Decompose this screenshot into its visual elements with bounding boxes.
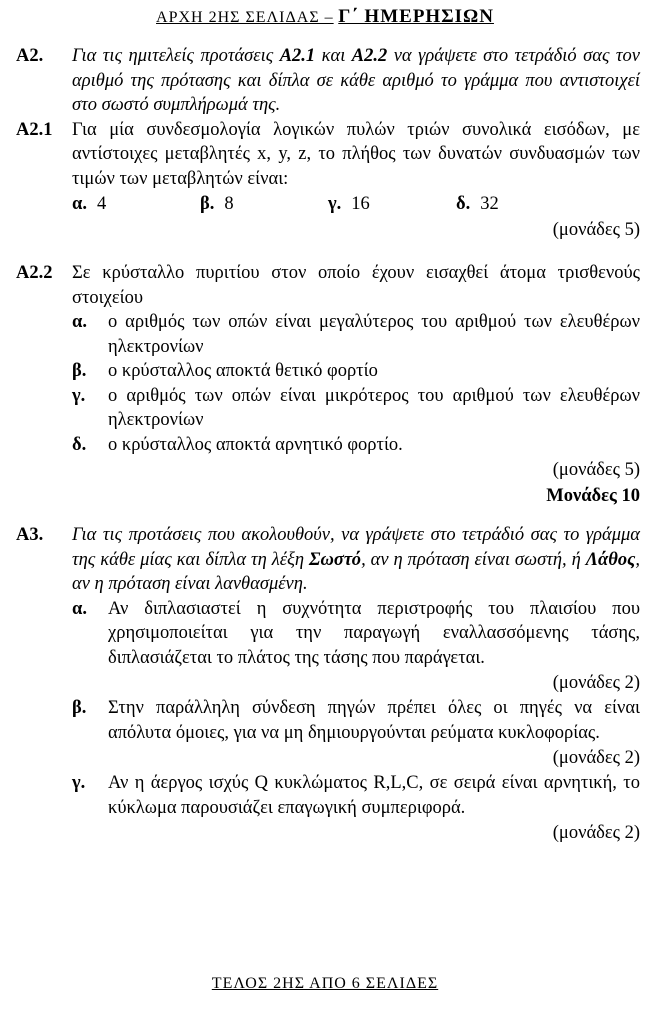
- page-footer: [0, 975, 650, 993]
- header-class-label: Γ΄ ΗΜΕΡΗΣΙΩΝ: [338, 6, 494, 27]
- text-part: Για τις ημιτελείς προτάσεις: [72, 46, 274, 66]
- option-a: [72, 310, 640, 359]
- option-b: [200, 191, 328, 217]
- item-text: Στην παράλληλη σύνδεση πηγών πρέπει όλες οι πηγές να είναι απόλυτα όμοιες, για να μη δημιουργούνται ρεύματα κυκλοφορίας.: [108, 698, 640, 743]
- item-letter: β.: [72, 698, 87, 718]
- option-text: ο αριθμός των οπών είναι μεγαλύτερος του αριθμού των ελευθέρων ηλεκτρονίων: [108, 312, 640, 357]
- question-a3: [16, 523, 640, 846]
- option-text: ο κρύσταλλος αποκτά αρνητικό φορτίο.: [108, 434, 403, 455]
- question-stem: Για μία συνδεσμολογία λογικών πυλών τριών συνολικά εισόδων, με αντίστοιχες μεταβλητές x, y, z, το πλήθος των δυνατών συνδυασμών των τιμών των μεταβλητών είναι:: [72, 119, 640, 189]
- ref-a22: Α2.2: [351, 46, 388, 66]
- question-a21: [16, 118, 640, 218]
- options-row: [72, 191, 640, 217]
- option-letter: β.: [200, 194, 215, 214]
- option-text: ο αριθμός των οπών είναι μικρότερος του αριθμού των ελευθέρων ηλεκτρονίων: [108, 385, 640, 430]
- option-letter: β.: [72, 361, 87, 381]
- question-text: [72, 523, 640, 846]
- option-c: [72, 384, 640, 433]
- exam-content: [16, 44, 640, 846]
- item-letter: α.: [72, 598, 87, 619]
- footer-text: ΤΕΛΟΣ 2ΗΣ ΑΠΟ 6 ΣΕΛΙΔΕΣ: [211, 975, 439, 992]
- item-c: [72, 771, 640, 820]
- option-letter: δ.: [72, 434, 87, 455]
- question-stem: Σε κρύσταλλο πυριτίου στον οποίο έχουν εισαχθεί άτομα τρισθενούς στοιχείου: [72, 263, 640, 308]
- question-text: [72, 44, 640, 118]
- question-a2: [16, 44, 640, 118]
- option-b: [72, 359, 640, 384]
- option-a: [72, 191, 200, 217]
- option-letter: γ.: [328, 194, 342, 214]
- option-text: ο κρύσταλλος αποκτά θετικό φορτίο: [108, 361, 378, 381]
- option-letter: γ.: [72, 385, 86, 406]
- question-text: [72, 118, 640, 218]
- option-d: [456, 191, 584, 217]
- text-part: , αν η πρόταση είναι λανθασμένη.: [72, 549, 640, 594]
- header-page-label: ΑΡΧΗ 2ΗΣ ΣΕΛΙΔΑΣ –: [156, 9, 334, 26]
- ref-a21: Α2.1: [279, 46, 316, 66]
- text-part: , αν η πρόταση είναι σωστή, ή: [361, 549, 581, 570]
- option-value: 16: [351, 194, 370, 214]
- option-value: 8: [224, 194, 234, 214]
- question-number: Α2.1: [16, 119, 53, 140]
- option-letter: α.: [72, 312, 87, 332]
- total-marks: Μονάδες 10: [546, 486, 640, 506]
- text-part: να γράψετε στο τετράδιό σας τον αριθμό της πρότασης και δίπλα σε κάθε αριθμό το γράμμα που αντιστοιχεί στο σωστό συμπλήρωμά της.: [72, 46, 641, 115]
- item-text: Αν διπλασιαστεί η συχνότητα περιστροφής του πλαισίου που χρησιμοποιείται για την παραγωγή εναλλασσόμενης τάσης, διπλασιάζεται το πλάτος της τάσης που παράγεται.: [108, 598, 640, 668]
- marks-label: (μονάδες 5): [552, 220, 640, 240]
- word-wrong: Λάθος: [585, 549, 636, 570]
- word-correct: Σωστό: [309, 549, 362, 570]
- marks-label: (μονάδες 2): [552, 673, 640, 693]
- item-b: [72, 696, 640, 745]
- question-number: Α2.: [16, 46, 44, 66]
- question-number: Α3.: [16, 525, 44, 545]
- page-header: [0, 6, 650, 28]
- item-a: [72, 597, 640, 671]
- item-text: Αν η άεργος ισχύς Q κυκλώματος R,L,C, σε σειρά είναι αρνητική, το κύκλωμα παρουσιάζει επαγωγική συμπεριφορά.: [108, 773, 640, 818]
- marks-label: (μονάδες 5): [552, 460, 640, 480]
- text-part: Για τις προτάσεις που ακολουθούν, να γράψετε στο τετράδιό σας το γράμμα της κάθε μίας και δίπλα τη λέξη: [72, 525, 640, 570]
- option-value: 32: [480, 194, 499, 214]
- item-letter: γ.: [72, 773, 86, 793]
- option-c: [328, 191, 456, 217]
- marks-label: (μονάδες 2): [552, 748, 640, 768]
- question-a22: [16, 261, 640, 457]
- option-d: [72, 433, 640, 458]
- question-stem: [72, 523, 640, 597]
- question-number: Α2.2: [16, 263, 53, 283]
- marks-label: (μονάδες 2): [552, 823, 640, 843]
- text-part: και: [321, 46, 346, 66]
- option-value: 4: [96, 194, 107, 214]
- option-letter: δ.: [456, 194, 471, 214]
- question-text: [72, 261, 640, 457]
- option-letter: α.: [72, 194, 87, 214]
